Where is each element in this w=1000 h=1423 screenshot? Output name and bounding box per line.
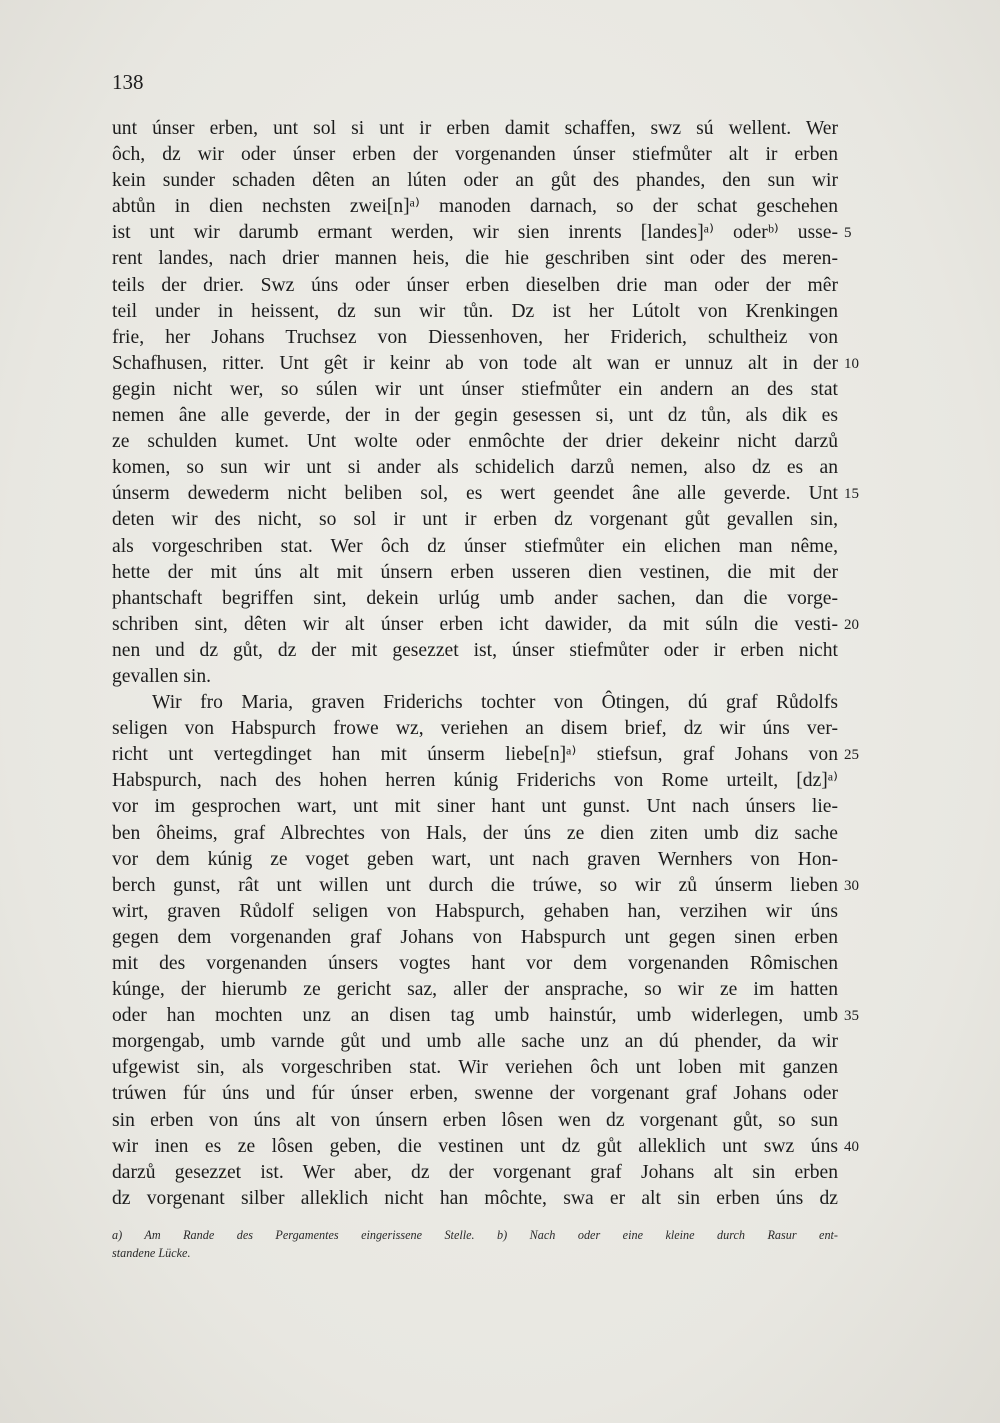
text-line: kúnge, der hierumb ze gericht saz, aller der ansprache, so wir ze im hatten bbox=[112, 979, 838, 1001]
text-line: deten wir des nicht, so sol ir unt ir erben dz vorgenant gůt gevallen sin, bbox=[112, 509, 838, 531]
text-line: teil under in heissent, dz sun wir tůn. Dz ist her Lútolt von Krenkingen bbox=[112, 300, 838, 322]
text-line: komen, so sun wir unt si ander als schidelich darzů nemen, also dz es an bbox=[112, 457, 838, 479]
text-line: Habspurch, nach des hohen herren kúnig Friderichs von Rome urteilt, [dz]ᵃ⁾ bbox=[112, 770, 838, 792]
line-text: schriben sint, dêten wir alt únser erben icht dawider, da mit súln die vesti- bbox=[112, 613, 838, 635]
text-line: dz vorgenant silber alleklich nicht han môchte, swa er alt sin erben úns dz bbox=[112, 1187, 838, 1209]
text-line: als vorgeschriben stat. Wer ôch dz únser stiefmůter ein elichen man nême, bbox=[112, 535, 838, 557]
text-line: vor dem kúnig ze voget geben wart, unt nach graven Wernhers von Hon- bbox=[112, 848, 838, 870]
text-line bbox=[112, 1003, 859, 1029]
text-line: morgengab, umb varnde gůt und umb alle sache unz an dú phender, da wir bbox=[112, 1031, 838, 1053]
line-number: 30 bbox=[844, 877, 859, 894]
line-number: 25 bbox=[844, 747, 859, 764]
text-line: nemen âne alle geverde, der in der gegin gesessen si, unt dz tůn, als dik es bbox=[112, 405, 838, 427]
text-line bbox=[112, 612, 859, 638]
line-number: 40 bbox=[844, 1138, 859, 1155]
text-line: unt únser erben, unt sol si unt ir erben damit schaffen, swz sú wellent. Wer bbox=[112, 118, 838, 139]
text-line: phantschaft begriffen sint, dekein urlúg umb ander sachen, dan die vorge- bbox=[112, 587, 838, 609]
text-line: gegen dem vorgenanden graf Johans von Habspurch unt gegen sinen erben bbox=[112, 926, 838, 948]
line-text: Schafhusen, ritter. Unt gêt ir keinr ab von tode alt wan er unnuz alt in der bbox=[112, 352, 838, 374]
text-line: ôch, dz wir oder únser erben der vorgenanden únser stiefmůter alt ir erben bbox=[112, 144, 838, 166]
text-line: nen und dz gůt, dz der mit gesezzet ist, únser stiefmůter oder ir erben nicht bbox=[112, 639, 838, 661]
line-number: 20 bbox=[844, 616, 859, 633]
text-line bbox=[112, 481, 859, 507]
line-text: richt unt vertegdinget han mit únserm liebe[n]ᵃ⁾ stiefsun, graf Johans von bbox=[112, 744, 838, 766]
text-line: ufgewist sin, als vorgeschriben stat. Wir veriehen ôch unt loben mit ganzen bbox=[112, 1057, 838, 1079]
text-line: vor im gesprochen wart, unt mit siner hant unt gunst. Unt nach únsers lie- bbox=[112, 796, 838, 818]
page-number: 138 bbox=[112, 70, 144, 94]
text-line: frie, her Johans Truchsez von Diessenhoven, her Friderich, schultheiz von bbox=[112, 326, 838, 348]
text-line: mit des vorgenanden únsers vogtes hant vor dem vorgenanden Rômischen bbox=[112, 953, 838, 974]
body-text bbox=[112, 116, 859, 1212]
line-number: 10 bbox=[844, 355, 859, 372]
text-line: seligen von Habspurch frowe wz, veriehen an disem brief, dz wir úns ver- bbox=[112, 718, 838, 740]
text-line: darzů gesezzet ist. Wer aber, dz der vorgenant graf Johans alt sin erben bbox=[112, 1161, 838, 1183]
text-line bbox=[112, 1134, 859, 1160]
line-number: 35 bbox=[844, 1008, 859, 1025]
text-line: teils der drier. Swz úns oder únser erben dieselben drie man oder der mêr bbox=[112, 274, 838, 296]
text-line: wirt, graven Růdolf seligen von Habspurch, gehaben han, verzihen wir úns bbox=[112, 900, 838, 922]
line-text: oder han mochten unz an disen tag umb hainstúr, umb widerlegen, umb bbox=[112, 1005, 838, 1027]
text-line bbox=[112, 351, 859, 377]
line-text: únserm dewederm nicht beliben sol, es wert geendet âne alle geverde. Unt bbox=[112, 483, 838, 505]
footnote-line: a) Am Rande des Pergamentes eingerissene Stelle. b) Nach oder eine kleine durch Rasur ent- bbox=[112, 1228, 838, 1242]
text-line: gegin nicht wer, so súlen wir unt únser stiefmůter ein andern an des stat bbox=[112, 378, 838, 400]
paragraph-start-line: Wir fro Maria, graven Friderichs tochter von Ôtingen, dú graf Růdolfs bbox=[152, 692, 838, 714]
text-line: ben ôheims, graf Albrechtes von Hals, der úns ze dien ziten umb diz sache bbox=[112, 822, 838, 844]
footnote-line: standene Lücke. bbox=[112, 1246, 191, 1260]
line-text: ist unt wir darumb ermant werden, wir sien inrents [landes]ᵃ⁾ oderᵇ⁾ usse- bbox=[112, 222, 838, 244]
line-text: wir inen es ze lôsen geben, die vestinen unt dz gůt alleklich unt swz úns bbox=[112, 1135, 838, 1157]
text-line: kein sunder schaden dêten an lúten oder an gůt des phandes, den sun wir bbox=[112, 170, 838, 192]
text-line: sin erben von úns alt von únsern erben lôsen wen dz vorgenant gůt, so sun bbox=[112, 1109, 838, 1131]
text-line: abtůn in dien nechsten zwei[n]ᵃ⁾ manoden darnach, so der schat geschehen bbox=[112, 196, 838, 218]
line-number: 15 bbox=[844, 486, 859, 503]
text-line bbox=[112, 220, 852, 246]
line-number: 5 bbox=[844, 225, 852, 242]
text-line: trúwen fúr úns und fúr únser erben, swenne der vorgenant graf Johans oder bbox=[112, 1083, 838, 1105]
text-line: ze schulden kumet. Unt wolte oder enmôchte der drier dekeinr nicht darzů bbox=[112, 431, 838, 453]
text-line: gevallen sin. bbox=[112, 665, 212, 687]
text-line bbox=[112, 873, 859, 899]
line-text: berch gunst, rât unt willen unt durch die trúwe, so wir zů únserm lieben bbox=[112, 874, 838, 896]
text-line bbox=[112, 742, 859, 768]
text-line: hette der mit úns alt mit únsern erben usseren dien vestinen, die mit der bbox=[112, 561, 838, 583]
text-line: rent landes, nach drier mannen heis, die hie geschriben sint oder des meren- bbox=[112, 248, 838, 270]
footnotes bbox=[112, 1226, 838, 1262]
